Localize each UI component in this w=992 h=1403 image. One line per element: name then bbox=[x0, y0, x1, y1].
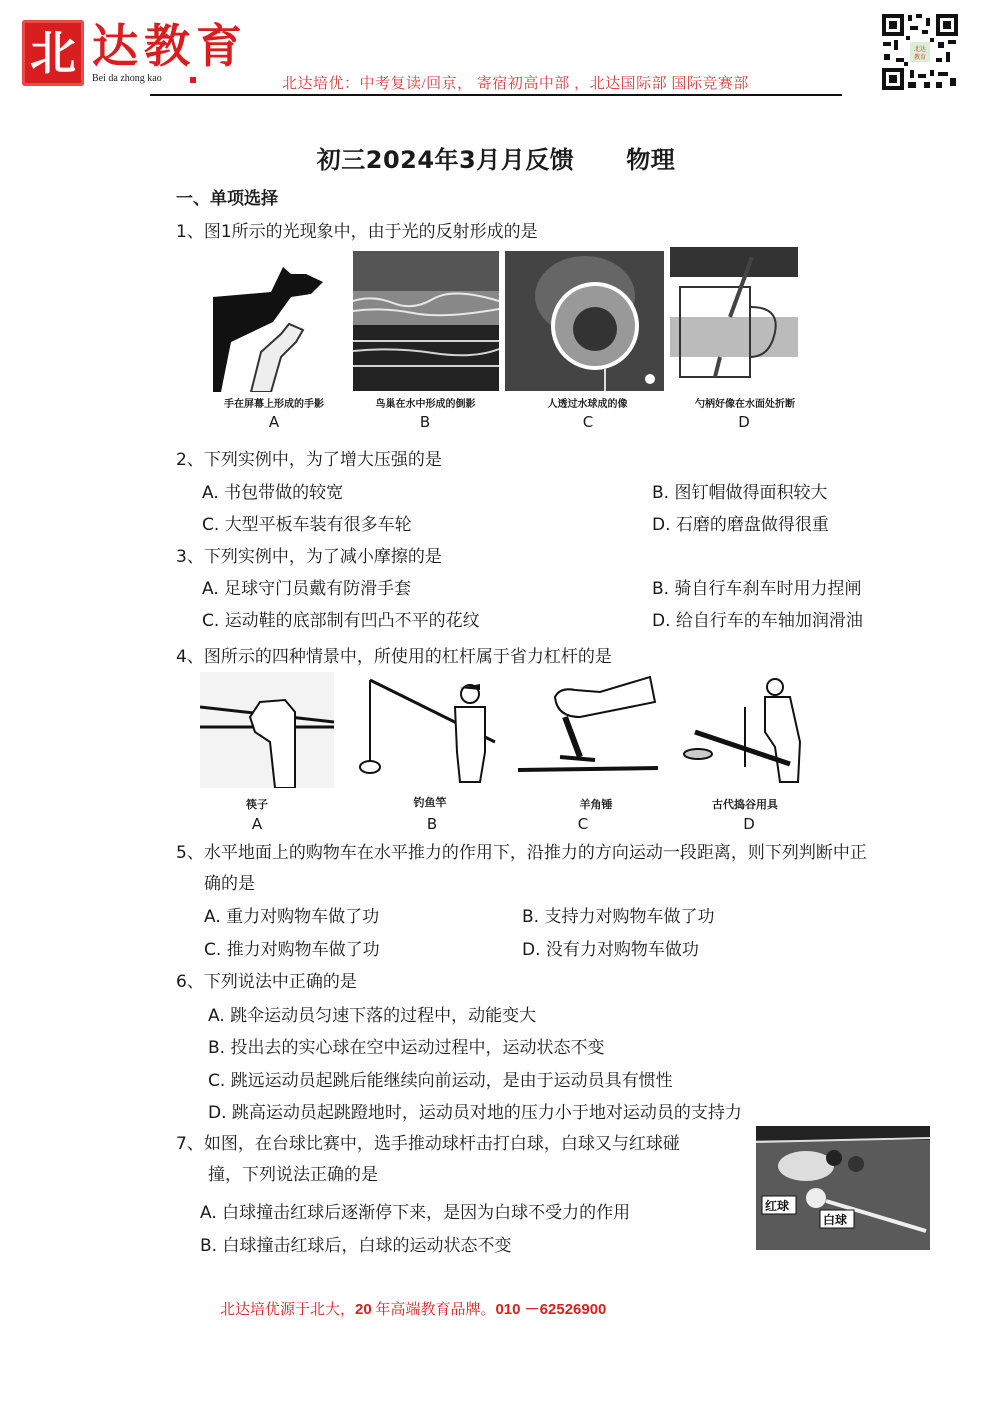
option-label: D. bbox=[522, 940, 541, 960]
figure-caption: 勺柄好像在水面处折断 bbox=[695, 399, 795, 410]
option-text: 白球撞击红球后，白球的运动状态不变 bbox=[222, 1236, 512, 1256]
question-number: 5、 bbox=[176, 843, 204, 863]
option-label: C. bbox=[204, 940, 222, 960]
option-text: 运动鞋的底部制有凹凸不平的花纹 bbox=[224, 611, 480, 631]
figure-caption: 鸟巢在水中形成的倒影 bbox=[375, 399, 476, 410]
option-text: 推力对购物车做了功 bbox=[226, 940, 380, 960]
option-d[interactable] bbox=[652, 510, 829, 535]
option-label: C. bbox=[208, 1071, 226, 1091]
question-5 bbox=[176, 838, 867, 863]
option-label: B. bbox=[522, 907, 540, 927]
option-label: D. bbox=[652, 611, 671, 631]
logo-mark: 北 bbox=[22, 20, 84, 86]
option-b[interactable] bbox=[208, 1033, 604, 1058]
option-label: A. bbox=[200, 1203, 217, 1223]
option-d[interactable] bbox=[522, 935, 699, 960]
option-text: 跳伞运动员匀速下落的过程中，动能变大 bbox=[230, 1006, 537, 1026]
question-1 bbox=[176, 217, 538, 242]
figure-caption: 羊角锤 bbox=[579, 798, 613, 811]
question-4 bbox=[176, 642, 612, 667]
question-2 bbox=[176, 445, 442, 470]
question-stem-continued: 确的是 bbox=[204, 874, 255, 894]
figure-caption: 人透过水球成的像 bbox=[547, 399, 628, 410]
footer-years: 20 bbox=[355, 1301, 372, 1318]
footer-text: 年高端教育品牌。 bbox=[371, 1302, 496, 1318]
option-text: 足球守门员戴有防滑手套 bbox=[224, 579, 412, 599]
option-label: C. bbox=[202, 515, 220, 535]
question-7 bbox=[176, 1129, 680, 1154]
exam-subject: 物理 bbox=[626, 146, 676, 174]
footer-text: 北达培优源于北大， bbox=[220, 1302, 356, 1318]
option-text: 支持力对购物车做了功 bbox=[544, 907, 715, 927]
option-b[interactable] bbox=[652, 478, 827, 503]
option-a[interactable] bbox=[202, 478, 343, 503]
option-label: D. bbox=[208, 1103, 227, 1123]
figure-letter: B bbox=[426, 815, 438, 833]
qr-code-icon bbox=[880, 12, 960, 92]
question-number: 3、 bbox=[176, 547, 204, 567]
logo-subtitle: Bei da zhong kao bbox=[92, 73, 162, 84]
footer-phone: 010 －62526900 bbox=[495, 1301, 607, 1318]
chopsticks-image bbox=[200, 672, 334, 788]
option-label: A. bbox=[202, 579, 219, 599]
logo-square-icon bbox=[190, 77, 196, 83]
footer-slogan bbox=[220, 1298, 606, 1319]
option-c[interactable] bbox=[202, 606, 480, 631]
option-text: 重力对购物车做了功 bbox=[226, 907, 380, 927]
option-c[interactable] bbox=[204, 935, 380, 960]
question-number: 7、 bbox=[176, 1134, 204, 1154]
fishing-rod-image bbox=[355, 672, 505, 788]
option-text: 给自行车的车轴加润滑油 bbox=[675, 611, 863, 631]
question-stem: 下列实例中，为了增大压强的是 bbox=[203, 450, 442, 470]
figure-caption: 筷子 bbox=[246, 798, 268, 811]
question-number: 1、 bbox=[176, 222, 204, 242]
reflection-image bbox=[353, 251, 499, 391]
option-label: B. bbox=[208, 1038, 226, 1058]
option-text: 投出去的实心球在空中运动过程中，运动状态不变 bbox=[230, 1038, 605, 1058]
water-ball-image bbox=[505, 251, 664, 391]
option-a[interactable] bbox=[202, 574, 411, 599]
page-title bbox=[0, 140, 992, 175]
figure-caption: 古代捣谷用具 bbox=[712, 798, 778, 811]
option-text: 白球撞击红球后逐渐停下来，是因为白球不受力的作用 bbox=[222, 1203, 631, 1223]
claw-hammer-image bbox=[515, 672, 660, 788]
grain-pounder-image bbox=[680, 672, 812, 788]
option-label: D. bbox=[652, 515, 671, 535]
option-d[interactable] bbox=[208, 1098, 742, 1123]
option-c[interactable] bbox=[208, 1066, 673, 1091]
question-stem: 如图，在台球比赛中，选手推动球杆击打白球，白球又与红球碰 bbox=[203, 1134, 680, 1154]
figure-letter: D bbox=[738, 413, 750, 431]
option-text: 骑自行车刹车时用力捏闸 bbox=[674, 579, 862, 599]
question-3 bbox=[176, 542, 442, 567]
svg-text:北达: 北达 bbox=[913, 46, 927, 53]
option-label: A. bbox=[204, 907, 221, 927]
question-stem: 下列说法中正确的是 bbox=[203, 972, 357, 992]
question-stem-continued: 撞，下列说法正确的是 bbox=[208, 1165, 378, 1185]
question-number: 2、 bbox=[176, 450, 204, 470]
option-a[interactable] bbox=[204, 902, 379, 927]
option-text: 跳远运动员起跳后能继续向前运动，是由于运动员具有惯性 bbox=[230, 1071, 673, 1091]
question-stem: 图所示的四种情景中，所使用的杠杆属于省力杠杆的是 bbox=[203, 647, 612, 667]
option-label: B. bbox=[652, 483, 670, 503]
spoon-in-water-image bbox=[670, 247, 798, 391]
figure-letter: B bbox=[419, 413, 431, 431]
figure-letter: A bbox=[251, 815, 263, 833]
option-a[interactable] bbox=[200, 1198, 630, 1223]
header-tagline: 北达培优：中考复读/回京， 寄宿初高中部 ，北达国际部 国际竞赛部 bbox=[282, 76, 749, 92]
billiards-image bbox=[756, 1126, 930, 1250]
white-ball-label: 白球 bbox=[823, 1213, 848, 1227]
option-label: B. bbox=[200, 1236, 218, 1256]
option-text: 书包带做的较宽 bbox=[224, 483, 344, 503]
exam-title: 初三2024年3月月反馈 bbox=[316, 146, 575, 174]
option-label: A. bbox=[202, 483, 219, 503]
figure-letter: D bbox=[743, 815, 755, 833]
option-b[interactable] bbox=[522, 902, 714, 927]
hand-shadow-image bbox=[211, 252, 337, 392]
option-b[interactable] bbox=[200, 1231, 511, 1256]
figure-letter: A bbox=[268, 413, 280, 431]
option-text: 没有力对购物车做功 bbox=[545, 940, 699, 960]
svg-text:教育: 教育 bbox=[913, 54, 927, 61]
option-d[interactable] bbox=[652, 606, 863, 631]
option-label: A. bbox=[208, 1006, 225, 1026]
option-text: 大型平板车装有很多车轮 bbox=[224, 515, 412, 535]
question-6 bbox=[176, 967, 357, 992]
question-number: 6、 bbox=[176, 972, 204, 992]
option-text: 石磨的磨盘做得很重 bbox=[675, 515, 829, 535]
question-number: 4、 bbox=[176, 647, 204, 667]
figure-caption: 钓鱼竿 bbox=[413, 796, 447, 809]
red-ball-label: 红球 bbox=[765, 1199, 790, 1213]
section-heading: 一、单项选择 bbox=[176, 189, 278, 209]
figure-letter: C bbox=[577, 815, 589, 833]
figure-letter: C bbox=[582, 413, 594, 431]
option-label: B. bbox=[652, 579, 670, 599]
question-stem: 水平地面上的购物车在水平推力的作用下，沿推力的方向运动一段距离，则下列判断中正 bbox=[203, 843, 867, 863]
option-c[interactable] bbox=[202, 510, 412, 535]
option-text: 图钉帽做得面积较大 bbox=[674, 483, 828, 503]
option-a[interactable] bbox=[208, 1001, 536, 1026]
figure-caption: 手在屏幕上形成的手影 bbox=[224, 399, 324, 410]
header-divider bbox=[150, 94, 842, 96]
question-stem: 图1所示的光现象中，由于光的反射形成的是 bbox=[203, 222, 538, 242]
option-text: 跳高运动员起跳蹬地时，运动员对地的压力小于地对运动员的支持力 bbox=[231, 1103, 742, 1123]
option-label: C. bbox=[202, 611, 220, 631]
option-b[interactable] bbox=[652, 574, 861, 599]
logo-text: 达教育 bbox=[92, 19, 248, 73]
question-stem: 下列实例中，为了减小摩擦的是 bbox=[203, 547, 442, 567]
